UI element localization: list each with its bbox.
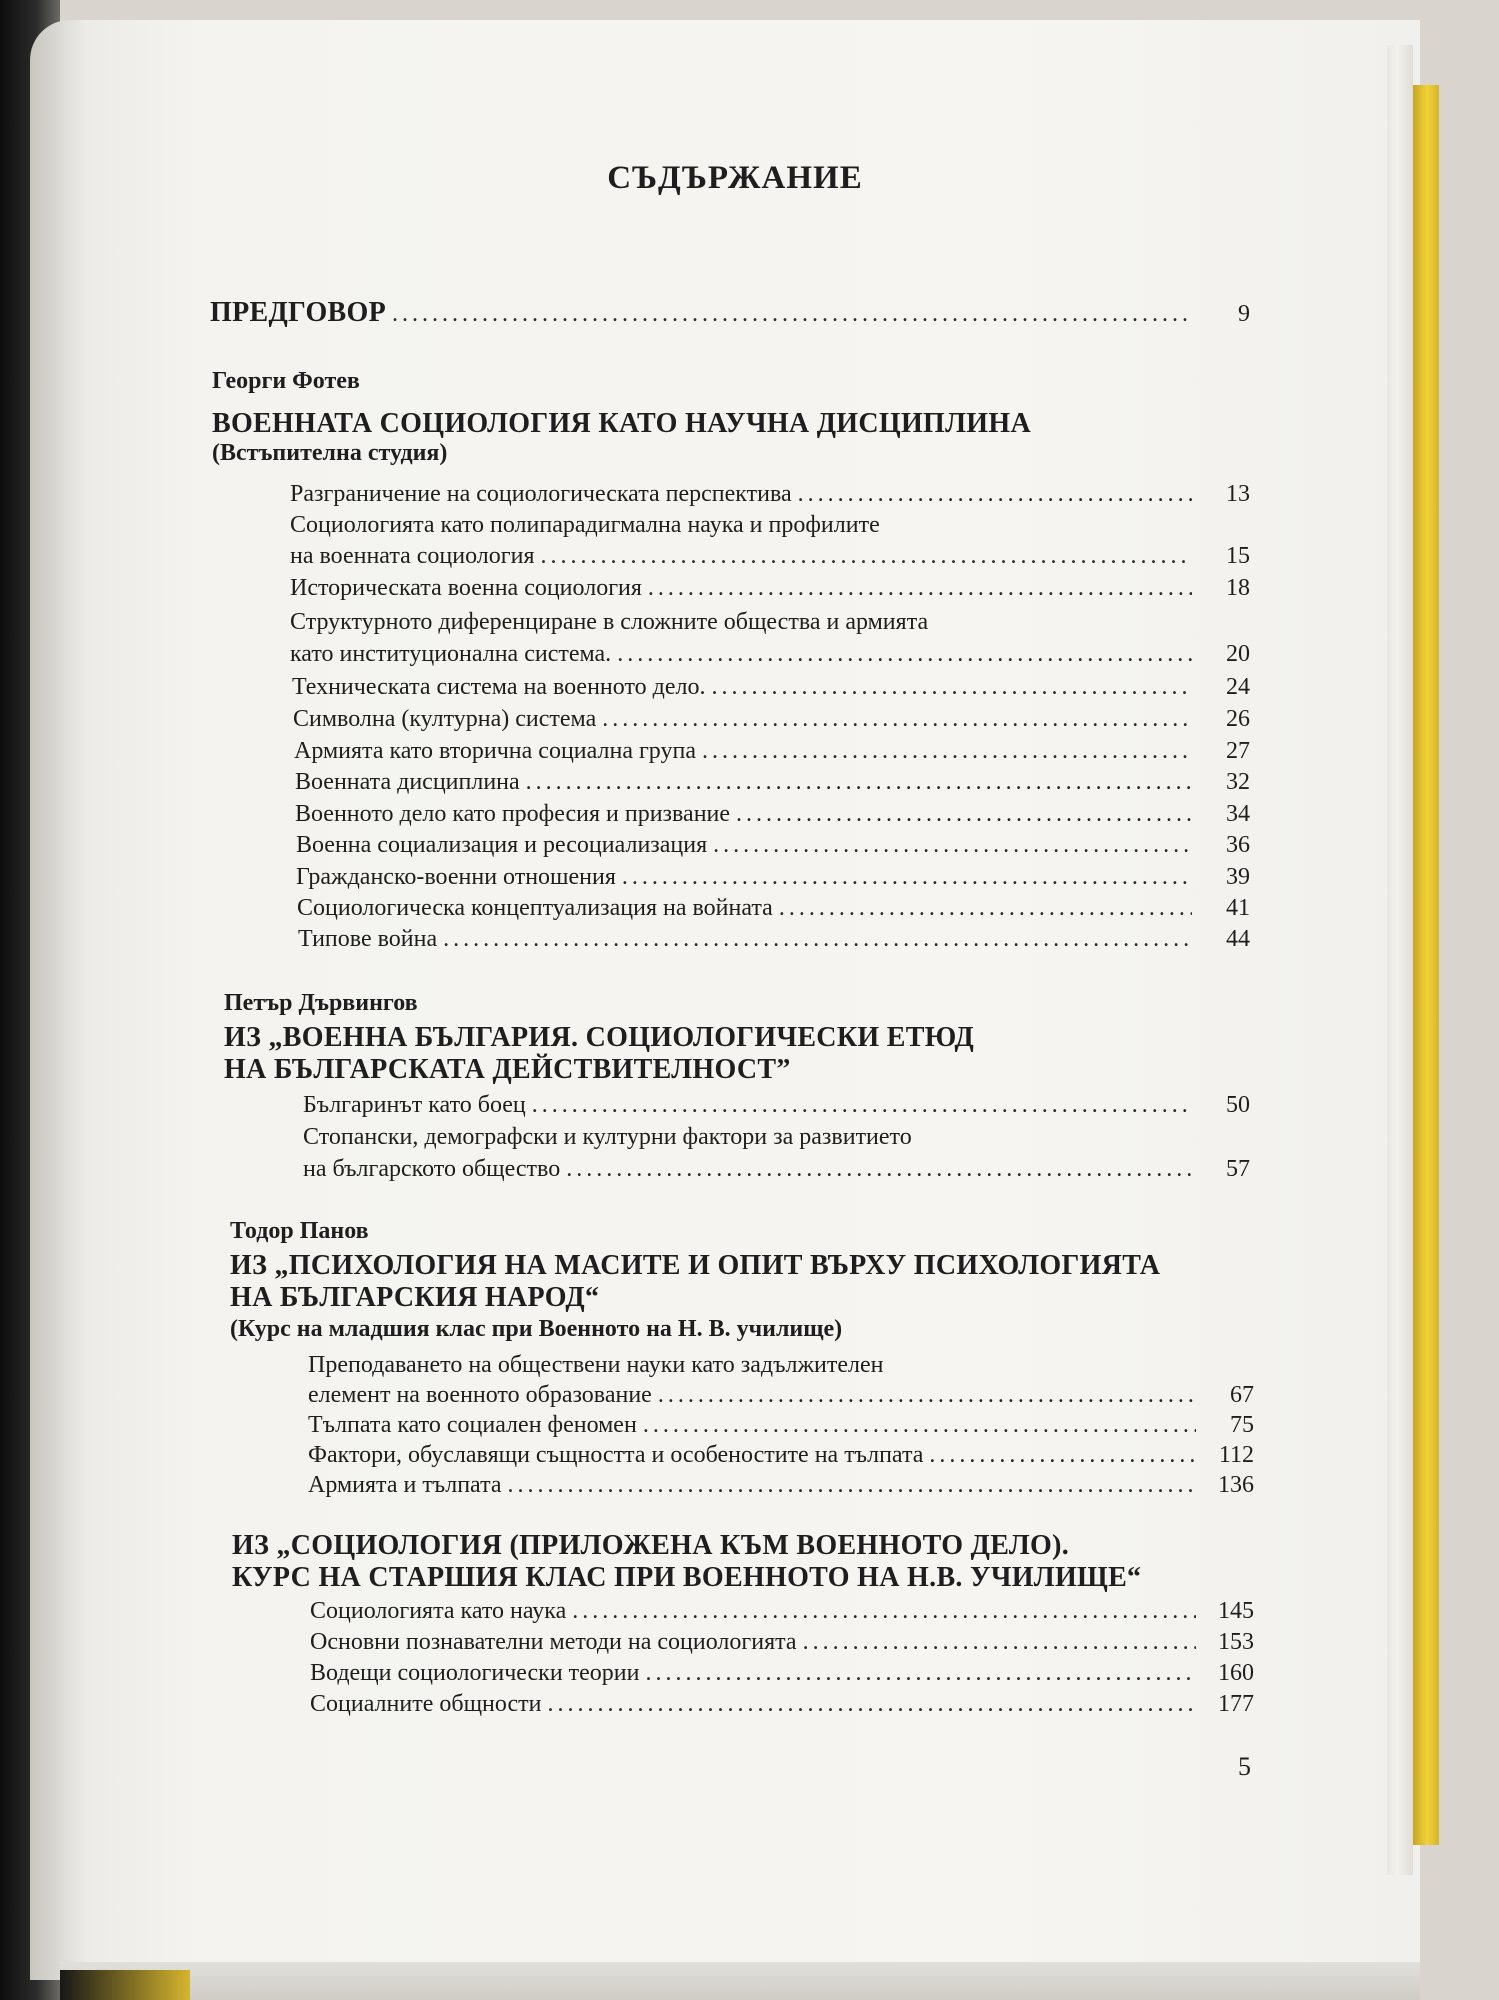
section-title-line2: КУРС НА СТАРШИЯ КЛАС ПРИ ВОЕННОТО НА Н.В. УЧИЛИЩЕ“ <box>232 1562 1142 1593</box>
toc-entry <box>294 736 1250 766</box>
page-number: 36 <box>1226 832 1250 858</box>
entry-label: Армията и тълпата <box>308 1472 502 1498</box>
entry-label: елемент на военното образование <box>308 1382 652 1408</box>
leader-dots <box>508 1470 1197 1500</box>
page-number: 13 <box>1226 481 1250 507</box>
leader-dots <box>547 1689 1196 1719</box>
section-subtitle: (Курс на младшия клас при Военното на Н. В. училище) <box>230 1316 843 1342</box>
page-number: 160 <box>1218 1660 1254 1686</box>
page-number: 32 <box>1226 769 1250 795</box>
entry-label: Основни познавателни методи на социологията <box>310 1629 797 1655</box>
page-number: 112 <box>1218 1442 1254 1468</box>
toc-entry <box>290 573 1250 603</box>
entry-label: Водещи социологически теории <box>310 1660 640 1686</box>
page-number: 145 <box>1218 1598 1254 1624</box>
leader-dots <box>443 924 1192 954</box>
leader-dots <box>566 1154 1192 1184</box>
page-number: 67 <box>1230 1382 1254 1408</box>
leader-dots <box>526 767 1192 797</box>
entry-label: Военната дисциплина <box>295 769 520 795</box>
entry-label-line1: Структурното диференциране в сложните общества и армията <box>290 609 929 635</box>
toc-entry <box>295 767 1250 797</box>
page-number: 20 <box>1226 641 1250 667</box>
entry-label: Социологическа концептуализация на войната <box>297 895 773 921</box>
leader-dots <box>648 573 1192 603</box>
toc-entry <box>293 704 1250 734</box>
leader-dots <box>803 1627 1196 1657</box>
entry-label: Историческата военна социология <box>290 575 642 601</box>
page-number: 177 <box>1218 1691 1254 1717</box>
section-author: Георги Фотев <box>212 368 360 394</box>
entry-label-line1: Преподаването на обществени науки като задължителен <box>308 1352 884 1378</box>
leader-dots <box>713 830 1192 860</box>
toc-entry <box>310 1689 1254 1719</box>
toc-entry <box>310 1658 1254 1688</box>
toc-entry <box>292 672 1250 702</box>
toc-entry <box>296 830 1250 860</box>
entry-label: Военното дело като професия и призвание <box>295 801 731 827</box>
entry-label: Социалните общности <box>310 1691 542 1717</box>
leader-dots <box>798 479 1192 509</box>
page-number: 153 <box>1218 1629 1254 1655</box>
entry-label: Техническата система на военното дело. <box>292 674 706 700</box>
toc-entry <box>290 479 1250 509</box>
toc-entry <box>310 1596 1254 1626</box>
page-number: 27 <box>1226 738 1250 764</box>
leader-dots <box>622 862 1192 892</box>
section-title-line1: ИЗ „ПСИХОЛОГИЯ НА МАСИТЕ И ОПИТ ВЪРХУ ПСИХОЛОГИЯТА <box>230 1250 1161 1281</box>
entry-label: Българинът като боец <box>303 1092 526 1118</box>
page-number: 24 <box>1226 674 1250 700</box>
toc-entry <box>303 1154 1250 1184</box>
entry-label-line1: Стопански, демографски и културни фактори за развитието <box>303 1124 912 1150</box>
entry-label: Символна (културна) система <box>293 706 597 732</box>
toc-entry <box>298 924 1250 954</box>
page-number: 9 <box>1238 301 1250 327</box>
entry-label: Социологията като наука <box>310 1598 567 1624</box>
leader-dots <box>702 736 1192 766</box>
entry-label: Фактори, обуславящи същността и особеностите на тълпата <box>308 1442 924 1468</box>
entry-label: Типове война <box>298 926 438 952</box>
section-title: ВОЕННАТА СОЦИОЛОГИЯ КАТО НАУЧНА ДИСЦИПЛИНА <box>212 408 1031 439</box>
page-number: 136 <box>1218 1472 1254 1498</box>
leader-dots <box>779 893 1192 923</box>
toc-entry <box>290 541 1250 571</box>
page-number: 34 <box>1226 801 1250 827</box>
leader-dots <box>658 1380 1196 1410</box>
entry-label: Армията като вторична социална група <box>294 738 696 764</box>
section-author: Петър Дървингов <box>224 990 418 1016</box>
leader-dots <box>711 672 1192 702</box>
page-number: 50 <box>1226 1092 1250 1118</box>
entry-label: Разграничение на социологическата перспектива <box>290 481 792 507</box>
section-author: Тодор Панов <box>230 1218 369 1244</box>
toc-entry-preface <box>210 298 1250 329</box>
entry-label: на българското общество <box>303 1156 561 1182</box>
page-number: 41 <box>1226 895 1250 921</box>
entry-label: като институционална система. <box>290 641 612 667</box>
toc-entry <box>308 1470 1254 1500</box>
page-number: 15 <box>1226 543 1250 569</box>
toc-entry <box>303 1090 1250 1120</box>
leader-dots <box>541 541 1193 571</box>
leader-dots <box>646 1658 1197 1688</box>
section-title-line2: НА БЪЛГАРСКИЯ НАРОД“ <box>230 1282 600 1313</box>
leader-dots <box>602 704 1192 734</box>
page-number: 75 <box>1230 1412 1254 1438</box>
leader-dots <box>617 639 1192 669</box>
page-number: 18 <box>1226 575 1250 601</box>
leader-dots <box>572 1596 1196 1626</box>
leader-dots <box>929 1440 1196 1470</box>
toc-entry <box>295 799 1250 829</box>
toc-title: СЪДЪРЖАНИЕ <box>607 160 863 196</box>
entry-label: Тълпата като социален феномен <box>308 1412 637 1438</box>
page-number: 44 <box>1226 926 1250 952</box>
section-subtitle: (Встъпителна студия) <box>212 440 448 466</box>
toc-entry <box>296 862 1250 892</box>
toc-entry <box>308 1380 1254 1410</box>
entry-label: на военната социология <box>290 543 535 569</box>
leader-dots <box>392 299 1192 329</box>
entry-label-line1: Социологията като полипарадигмална наука и профилите <box>290 512 880 538</box>
toc-entry <box>310 1627 1254 1657</box>
section-title-line2: НА БЪЛГАРСКАТА ДЕЙСТВИТЕЛНОСТ” <box>224 1054 791 1085</box>
leader-dots <box>643 1410 1196 1440</box>
section-title-line1: ИЗ „СОЦИОЛОГИЯ (ПРИЛОЖЕНА КЪМ ВОЕННОТО ДЕЛО). <box>232 1530 1069 1561</box>
page-number: 39 <box>1226 864 1250 890</box>
toc-entry <box>308 1410 1254 1440</box>
toc-entry <box>297 893 1250 923</box>
entry-label: Гражданско-военни отношения <box>296 864 616 890</box>
leader-dots <box>736 799 1192 829</box>
page-number: 57 <box>1226 1156 1250 1182</box>
preface-label: ПРЕДГОВОР <box>210 297 386 328</box>
page-number-footer: 5 <box>1238 1752 1251 1781</box>
toc-entry <box>290 639 1250 669</box>
leader-dots <box>532 1090 1192 1120</box>
page-number: 26 <box>1226 706 1250 732</box>
entry-label: Военна социализация и ресоциализация <box>296 832 708 858</box>
section-title-line1: ИЗ „ВОЕННА БЪЛГАРИЯ. СОЦИОЛОГИЧЕСКИ ЕТЮД <box>224 1022 975 1053</box>
toc-entry <box>308 1440 1254 1470</box>
